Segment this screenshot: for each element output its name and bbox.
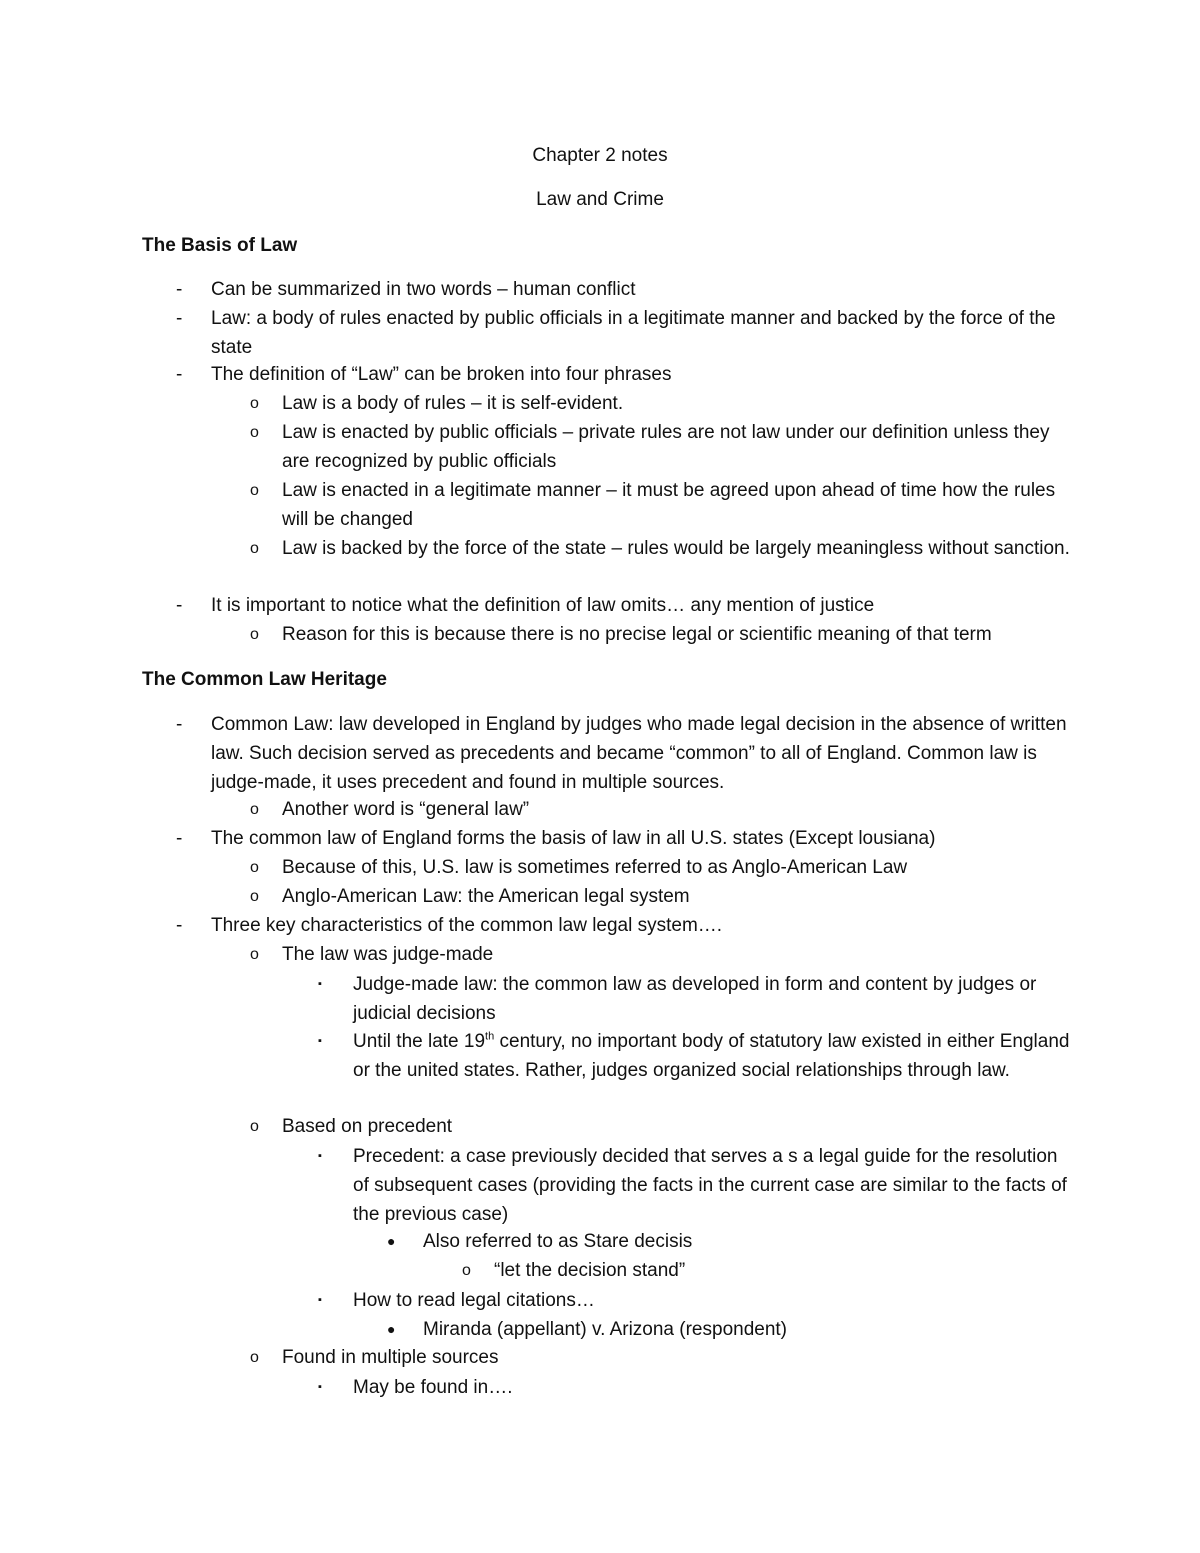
dash-bullet: - — [176, 915, 183, 936]
list-item-text: The definition of “Law” can be broken into four phrases — [211, 364, 672, 385]
dot-bullet: ● — [387, 1233, 396, 1249]
document-title: Chapter 2 notes — [532, 145, 668, 166]
list-item — [0, 360, 1200, 390]
circle-bullet: o — [250, 540, 259, 557]
list-item — [0, 1142, 1200, 1225]
list-item-text: Common Law: law developed in England by judges who made legal decision in the absence of written law. Such decision served as precedents and became “common” to all of England. Common law is judge-made, it uses precedent and found in multiple sources. — [211, 714, 1067, 793]
list-item — [0, 591, 1200, 621]
square-bullet: ▪ — [318, 1381, 322, 1393]
ordinal-superscript: th — [485, 1030, 495, 1043]
list-item-text-part: century, no important body of statutory law existed in either England or the united states. Rather, judges organized social relationships through law. — [353, 1031, 1070, 1081]
list-item-text: Found in multiple sources — [282, 1347, 499, 1368]
list-item-text: Law is a body of rules – it is self-evident. — [282, 393, 624, 414]
square-bullet: ▪ — [318, 1035, 322, 1047]
circle-bullet: o — [250, 1118, 259, 1135]
list-item — [0, 389, 1200, 419]
square-bullet: ▪ — [318, 1150, 322, 1162]
list-item-text: Law: a body of rules enacted by public officials in a legitimate manner and backed by the force of the state — [211, 308, 1056, 358]
list-item — [0, 1315, 1200, 1345]
circle-bullet: o — [462, 1262, 471, 1279]
list-item-text: Reason for this is because there is no precise legal or scientific meaning of that term — [282, 624, 992, 645]
list-item — [0, 795, 1200, 825]
list-item-text: Precedent: a case previously decided that serves a s a legal guide for the resolution of subsequent cases (providing the facts in the current case are similar to the facts of the previous case) — [353, 1146, 1067, 1225]
list-item — [0, 534, 1200, 564]
circle-bullet: o — [250, 946, 259, 963]
circle-bullet: o — [250, 482, 259, 499]
list-item-text: Law is enacted in a legitimate manner – it must be agreed upon ahead of time how the rules will be changed — [282, 480, 1056, 530]
list-item — [0, 1027, 1200, 1081]
list-item — [0, 476, 1200, 530]
circle-bullet: o — [250, 626, 259, 643]
list-item-text: Three key characteristics of the common law legal system…. — [211, 915, 723, 936]
list-item-text: The common law of England forms the basis of law in all U.S. states (Except lousiana) — [211, 828, 936, 849]
circle-bullet: o — [250, 424, 259, 441]
circle-bullet: o — [250, 801, 259, 818]
list-item — [0, 911, 1200, 941]
list-item — [0, 1286, 1200, 1316]
list-item — [0, 824, 1200, 854]
list-item — [0, 620, 1200, 650]
list-item-text: The law was judge-made — [282, 944, 494, 965]
circle-bullet: o — [250, 859, 259, 876]
list-item-text: Can be summarized in two words – human conflict — [211, 279, 636, 300]
square-bullet: ▪ — [318, 978, 322, 990]
list-item — [0, 1112, 1200, 1142]
list-item-text: “let the decision stand” — [494, 1260, 686, 1281]
list-item-text-part: Until the late 19 — [353, 1031, 486, 1052]
list-item — [0, 710, 1200, 793]
dot-bullet: ● — [387, 1321, 396, 1337]
circle-bullet: o — [250, 1349, 259, 1366]
list-item-text: Judge-made law: the common law as developed in form and content by judges or judicial decisions — [353, 974, 1037, 1024]
list-item — [0, 853, 1200, 883]
dash-bullet: - — [176, 828, 183, 849]
list-item-text: Another word is “general law” — [282, 799, 530, 820]
dash-bullet: - — [176, 308, 183, 329]
list-item — [0, 1343, 1200, 1373]
list-item-text: Law is enacted by public officials – private rules are not law under our definition unless they are recognized by public officials — [282, 422, 1050, 472]
list-item — [0, 970, 1200, 1024]
square-bullet: ▪ — [318, 1294, 322, 1306]
list-item-text: Miranda (appellant) v. Arizona (respondent) — [423, 1319, 788, 1340]
list-item-text: Based on precedent — [282, 1116, 453, 1137]
list-item — [0, 1256, 1200, 1286]
list-item — [0, 1227, 1200, 1257]
list-item — [0, 304, 1200, 358]
list-item-text: May be found in…. — [353, 1377, 513, 1398]
section-heading-basis-of-law: The Basis of Law — [142, 235, 298, 256]
document-subtitle: Law and Crime — [536, 189, 664, 210]
list-item-text: Because of this, U.S. law is sometimes referred to as Anglo-American Law — [282, 857, 908, 878]
list-item — [0, 275, 1200, 305]
dash-bullet: - — [176, 714, 183, 735]
list-item-text: Also referred to as Stare decisis — [423, 1231, 693, 1252]
list-item — [0, 882, 1200, 912]
list-item — [0, 418, 1200, 472]
dash-bullet: - — [176, 279, 183, 300]
dash-bullet: - — [176, 595, 183, 616]
list-item-text: Law is backed by the force of the state – rules would be largely meaningless without sanction. — [282, 538, 1070, 559]
list-item — [0, 940, 1200, 970]
list-item-text: It is important to notice what the definition of law omits… any mention of justice — [211, 595, 875, 616]
dash-bullet: - — [176, 364, 183, 385]
circle-bullet: o — [250, 395, 259, 412]
circle-bullet: o — [250, 888, 259, 905]
section-heading-common-law-heritage: The Common Law Heritage — [142, 669, 387, 690]
list-item-text: How to read legal citations… — [353, 1290, 595, 1311]
list-item-text — [353, 1027, 1073, 1085]
list-item — [0, 1373, 1200, 1403]
list-item-text: Anglo-American Law: the American legal system — [282, 886, 690, 907]
